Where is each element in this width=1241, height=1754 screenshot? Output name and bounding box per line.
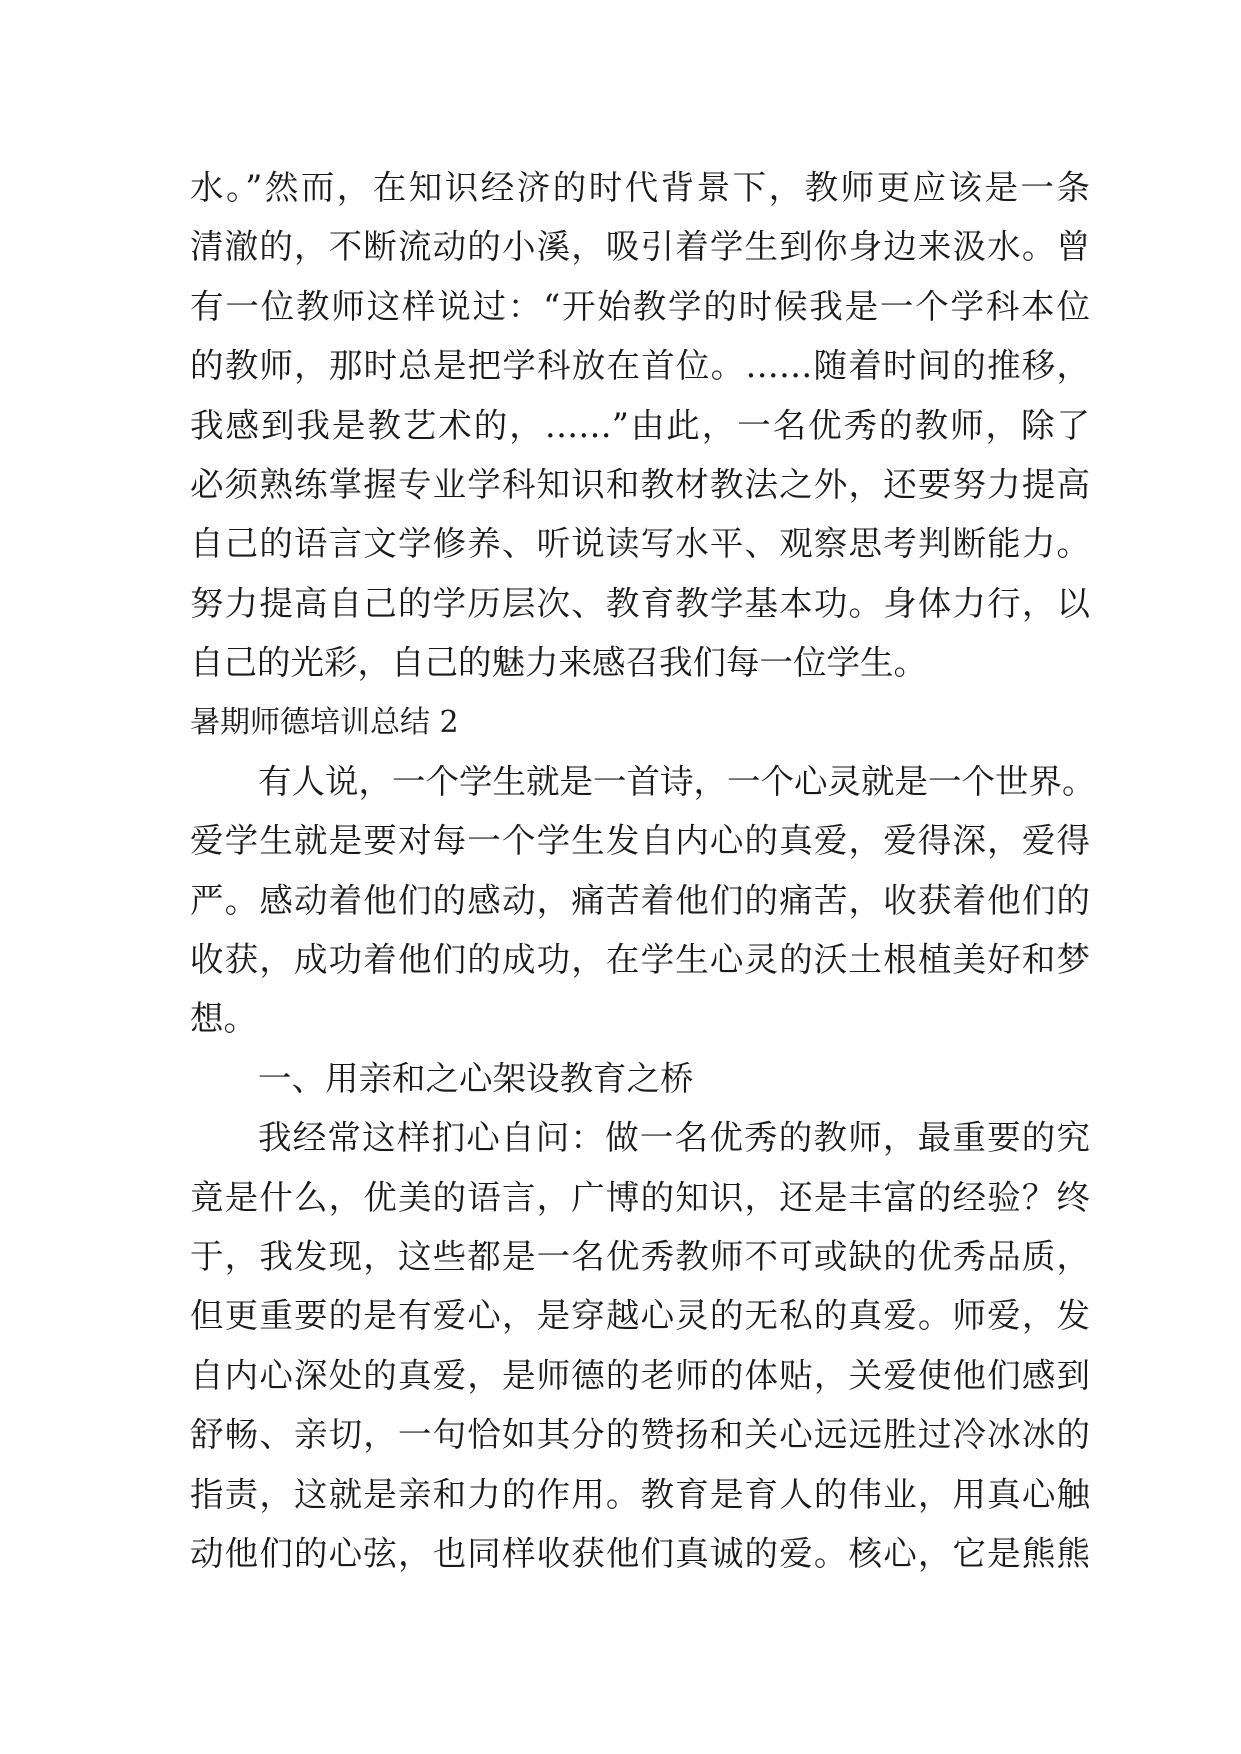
text-line: 的教师，那时总是把学科放在首位。……随着时间的推移，: [190, 346, 1090, 386]
document-body: [190, 158, 1096, 1583]
text-line: 竟是什么，优美的语言，广博的知识，还是丰富的经验？终: [190, 1177, 1090, 1217]
text-line: 指责，这就是亲和力的作用。教育是育人的伟业，用真心触: [190, 1474, 1090, 1514]
text-line: 于，我发现，这些都是一名优秀教师不可或缺的优秀品质，: [190, 1237, 1090, 1277]
text-line: 想。: [190, 999, 257, 1039]
text-line: 但更重要的是有爱心，是穿越心灵的无私的真爱。师爱，发: [190, 1296, 1090, 1336]
text-line: 严。感动着他们的感动，痛苦着他们的痛苦，收获着他们的: [190, 880, 1090, 920]
text-line: 舒畅、亲切，一句恰如其分的赞扬和关心远远胜过冷冰冰的: [190, 1415, 1090, 1455]
text-line: 我感到我是教艺术的，……”由此，一名优秀的教师，除了: [190, 405, 1090, 445]
text-line: 有一位教师这样说过：“开始教学的时候我是一个学科本位: [190, 286, 1090, 326]
paragraph-first-line: 我经常这样扪心自问：做一名优秀的教师，最重要的究: [258, 1118, 1090, 1158]
text-line: 动他们的心弦，也同样收获他们真诚的爱。核心，它是熊熊: [190, 1533, 1090, 1573]
text-line: 清澈的，不断流动的小溪，吸引着学生到你身边来汲水。曾: [190, 227, 1090, 267]
text-line: 自己的语言文学修养、听说读写水平、观察思考判断能力。: [190, 524, 1090, 564]
text-line: 必须熟练掌握专业学科知识和教材教法之外，还要努力提高: [190, 464, 1090, 504]
text-line: 水。”然而，在知识经济的时代背景下，教师更应该是一条: [190, 168, 1090, 207]
text-line: 努力提高自己的学历层次、教育教学基本功。身体力行，以: [190, 583, 1090, 623]
subheading: 一、用亲和之心架设教育之桥: [258, 1058, 694, 1098]
text-line: 收获，成功着他们的成功，在学生心灵的沃土根植美好和梦: [190, 940, 1090, 980]
text-line: 爱学生就是要对每一个学生发自内心的真爱，爱得深，爱得: [190, 821, 1090, 861]
text-line: 自内心深处的真爱，是师德的老师的体贴，关爱使他们感到: [190, 1355, 1090, 1395]
text-line: 自己的光彩，自己的魅力来感召我们每一位学生。: [190, 643, 927, 683]
paragraph-first-line: 有人说，一个学生就是一首诗，一个心灵就是一个世界。: [258, 761, 1096, 801]
section-title: 暑期师德培训总结 2: [190, 704, 459, 740]
